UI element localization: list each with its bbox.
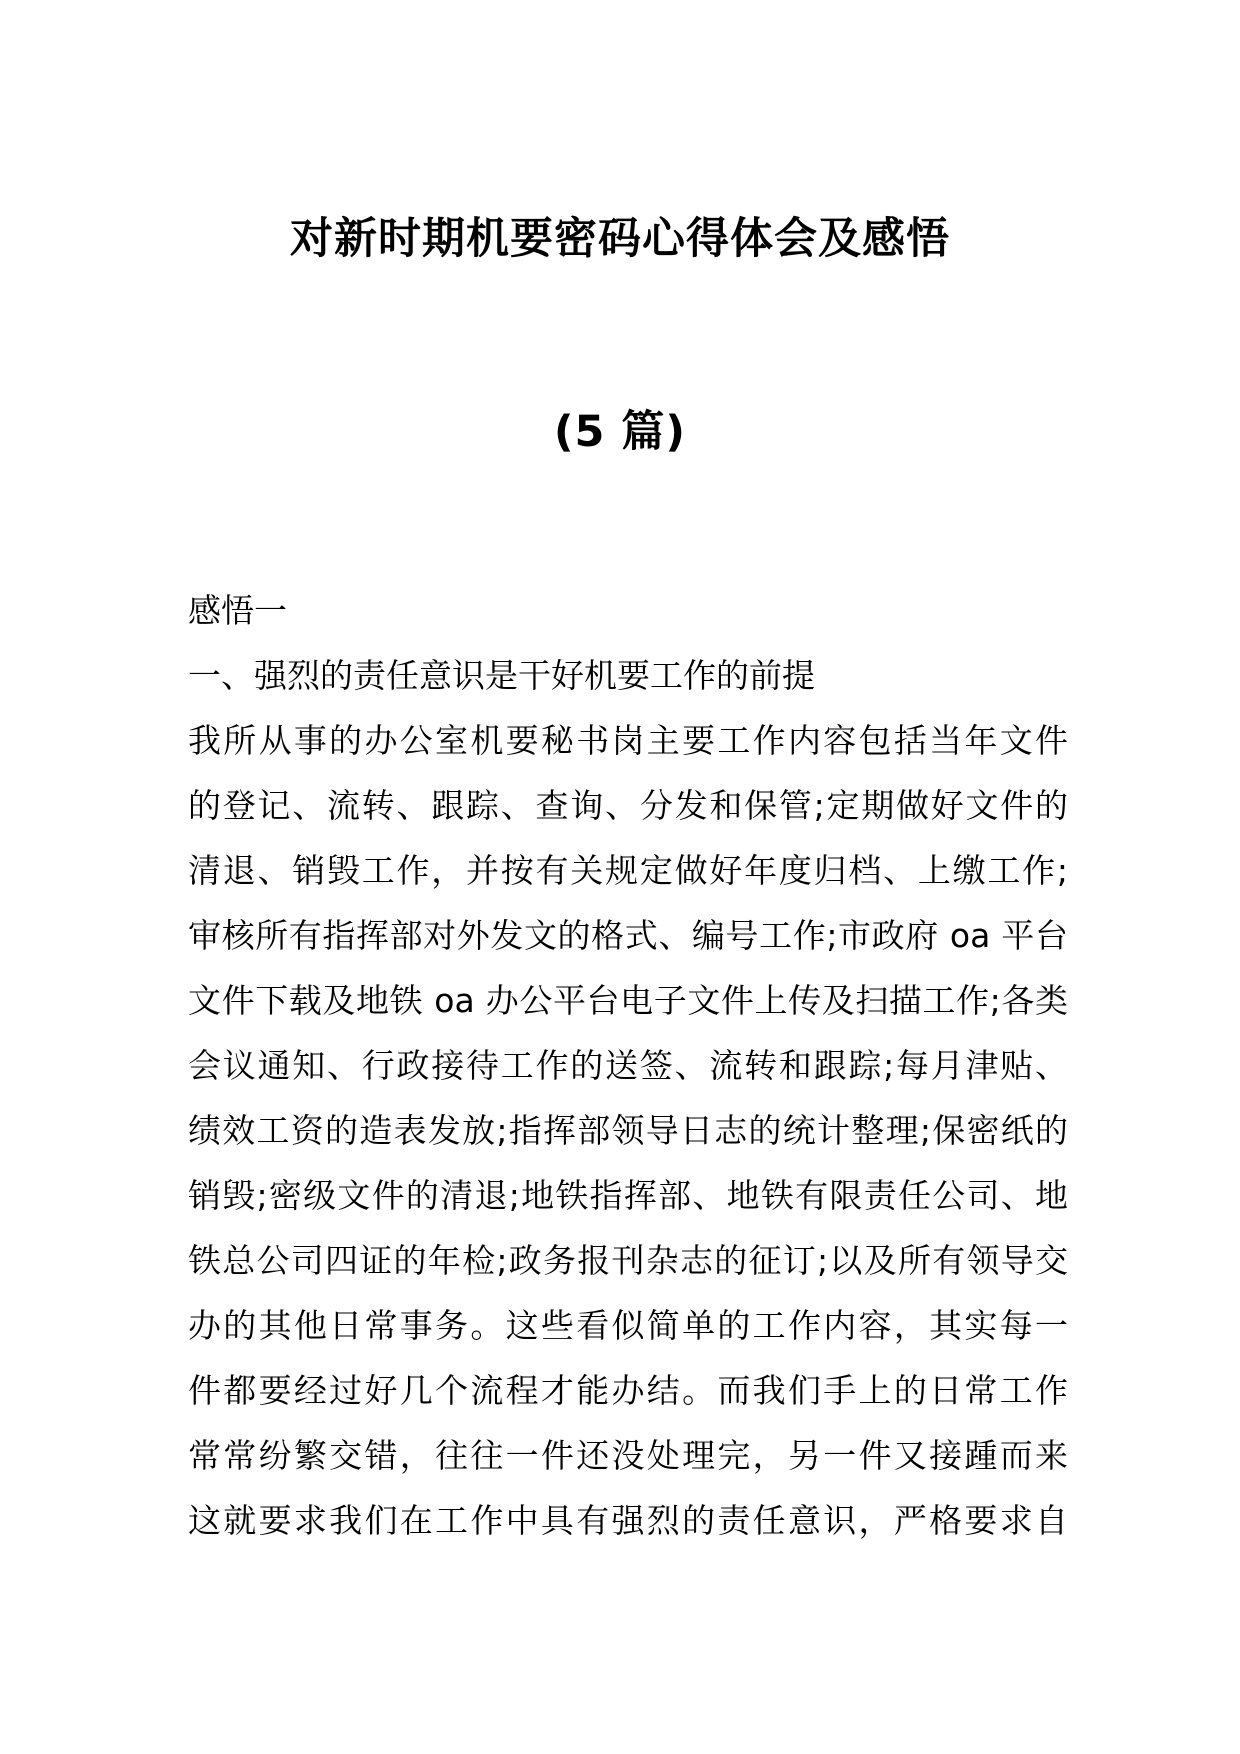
paragraph-line: 常常纷繁交错，往往一件还没处理完，另一件又接踵而来 — [188, 1436, 1068, 1475]
paragraph-line: 清退、销毁工作，并按有关规定做好年度归档、上缴工作; — [188, 851, 1068, 890]
paragraph-line: 销毁;密级文件的清退;地铁指挥部、地铁有限责任公司、地 — [188, 1176, 1068, 1215]
paragraph-line: 我所从事的办公室机要秘书岗主要工作内容包括当年文件 — [188, 721, 1068, 760]
paragraph-line: 这就要求我们在工作中具有强烈的责任意识，严格要求自 — [188, 1501, 1068, 1540]
paragraph-line: 的登记、流转、跟踪、查询、分发和保管;定期做好文件的 — [188, 786, 1068, 825]
paragraph-line: 办的其他日常事务。这些看似简单的工作内容，其实每一 — [188, 1306, 1068, 1345]
document-body — [188, 578, 1068, 1553]
paragraph-line: 会议通知、行政接待工作的送签、流转和跟踪;每月津贴、 — [188, 1046, 1068, 1085]
paragraph-line: 审核所有指挥部对外发文的格式、编号工作;市政府 oa 平台 — [188, 916, 1068, 955]
section-label: 感悟一 — [188, 591, 287, 630]
document-subtitle: (5 篇) — [553, 407, 687, 457]
paragraph-line: 件都要经过好几个流程才能办结。而我们手上的日常工作 — [188, 1371, 1068, 1410]
document-title: 对新时期机要密码心得体会及感悟 — [290, 214, 950, 264]
paragraph-line: 绩效工资的造表发放;指挥部领导日志的统计整理;保密纸的 — [188, 1111, 1068, 1150]
paragraph-line: 文件下载及地铁 oa 办公平台电子文件上传及扫描工作;各类 — [188, 981, 1068, 1020]
paragraph-line: 铁总公司四证的年检;政务报刊杂志的征订;以及所有领导交 — [188, 1241, 1068, 1280]
section-heading: 一、强烈的责任意识是干好机要工作的前提 — [188, 656, 815, 695]
